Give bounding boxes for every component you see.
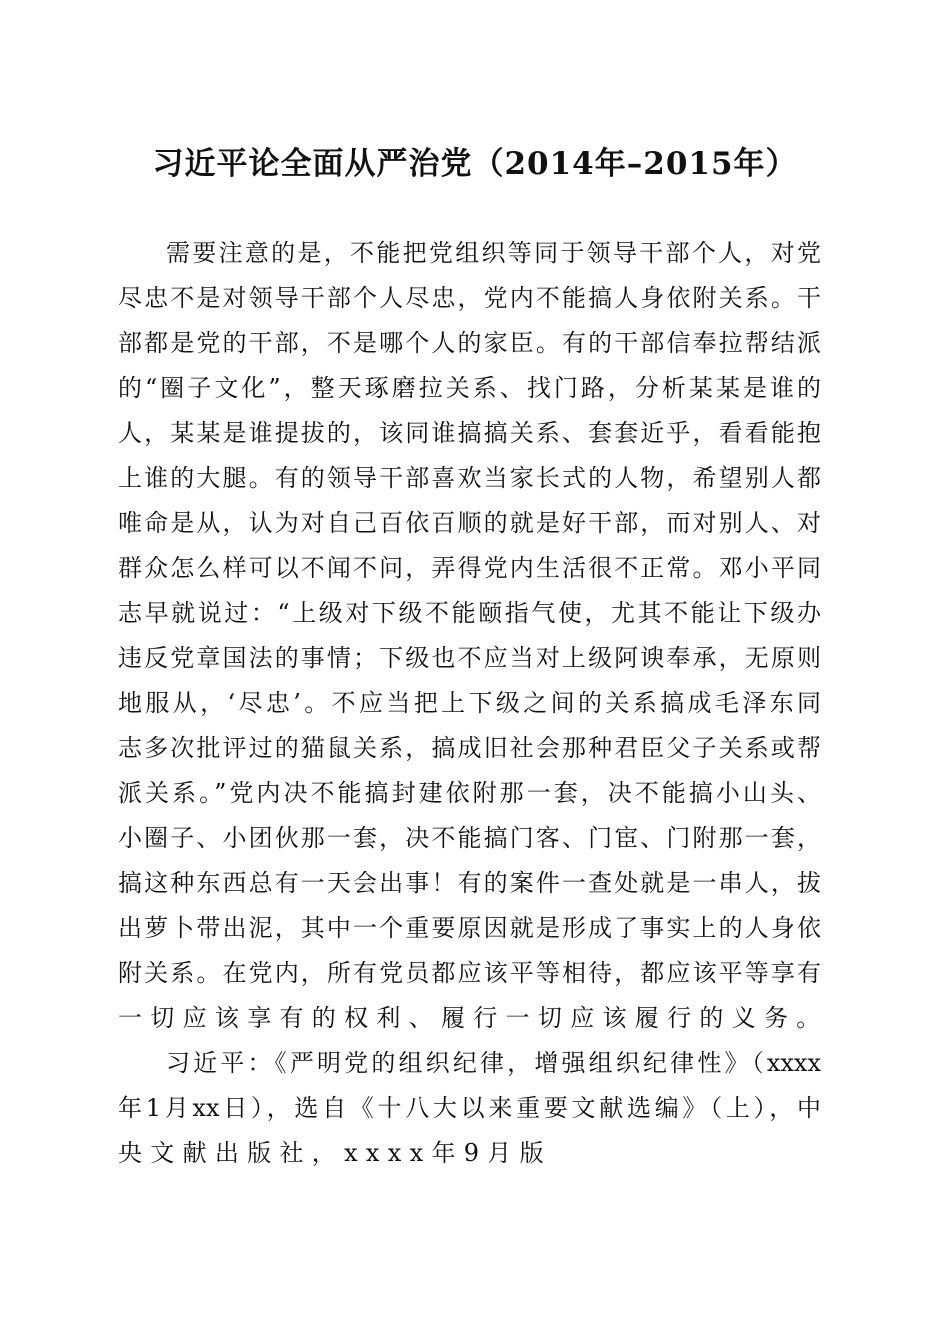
paragraph-line: 附关系。在党内，所有党员都应该平等相待，都应该平等享有 bbox=[118, 959, 821, 987]
paragraph-line: 尽忠不是对领导干部个人尽忠，党内不能搞人身依附关系。干 bbox=[118, 284, 821, 312]
paragraph-line: 群众怎么样可以不闻不问，弄得党内生活很不正常。邓小平同 bbox=[118, 554, 821, 582]
paragraph-line: 搞这种东西总有一天会出事！有的案件一查处就是一串人，拔 bbox=[118, 869, 821, 897]
citation bbox=[118, 1041, 821, 1176]
paragraph-line: 部都是党的干部，不是哪个人的家臣。有的干部信奉拉帮结派 bbox=[118, 329, 821, 357]
paragraph-line: 人，某某是谁提拔的，该同谁搞搞关系、套套近乎，看看能抱 bbox=[118, 419, 821, 447]
paragraph-line: 地服从，‘尽忠’。不应当把上下级之间的关系搞成毛泽东同 bbox=[118, 689, 821, 717]
main-paragraph bbox=[118, 231, 829, 1041]
paragraph-line: 上谁的大腿。有的领导干部喜欢当家长式的人物，希望别人都 bbox=[118, 464, 821, 492]
paragraph-line: 违反党章国法的事情；下级也不应当对上级阿谀奉承，无原则 bbox=[118, 644, 821, 672]
paragraph-line: 志早就说过：“上级对下级不能颐指气使，尤其不能让下级办 bbox=[118, 599, 821, 627]
paragraph-line: 一切应该享有的权利、履行一切应该履行的义务。 bbox=[118, 1004, 829, 1032]
paragraph-line: 需要注意的是，不能把党组织等同于领导干部个人，对党 bbox=[166, 239, 821, 267]
paragraph-line: 派关系。”党内决不能搞封建依附那一套，决不能搞小山头、 bbox=[118, 779, 821, 807]
paragraph-line: 唯命是从，认为对自己百依百顺的就是好干部，而对别人、对 bbox=[118, 509, 821, 537]
document-body bbox=[118, 231, 829, 1176]
citation-line: 央文献出版社，xxxx年9月版 bbox=[118, 1139, 552, 1167]
paragraph-line: 志多次批评过的猫鼠关系，搞成旧社会那种君臣父子关系或帮 bbox=[118, 734, 821, 762]
paragraph-line: 小圈子、小团伙那一套，决不能搞门客、门宦、门附那一套， bbox=[118, 824, 821, 852]
paragraph-line: 出萝卜带出泥，其中一个重要原因就是形成了事实上的人身依 bbox=[118, 914, 821, 942]
paragraph-line: 的“圈子文化”，整天琢磨拉关系、找门路，分析某某是谁的 bbox=[118, 374, 821, 402]
citation-line: 年1月xx日），选自《十八大以来重要文献选编》（上），中 bbox=[118, 1094, 821, 1122]
document-title: 习近平论全面从严治党（2014年–2015年） bbox=[152, 146, 798, 182]
citation-line: 习近平：《严明党的组织纪律，增强组织纪律性》（xxxx bbox=[166, 1049, 821, 1077]
